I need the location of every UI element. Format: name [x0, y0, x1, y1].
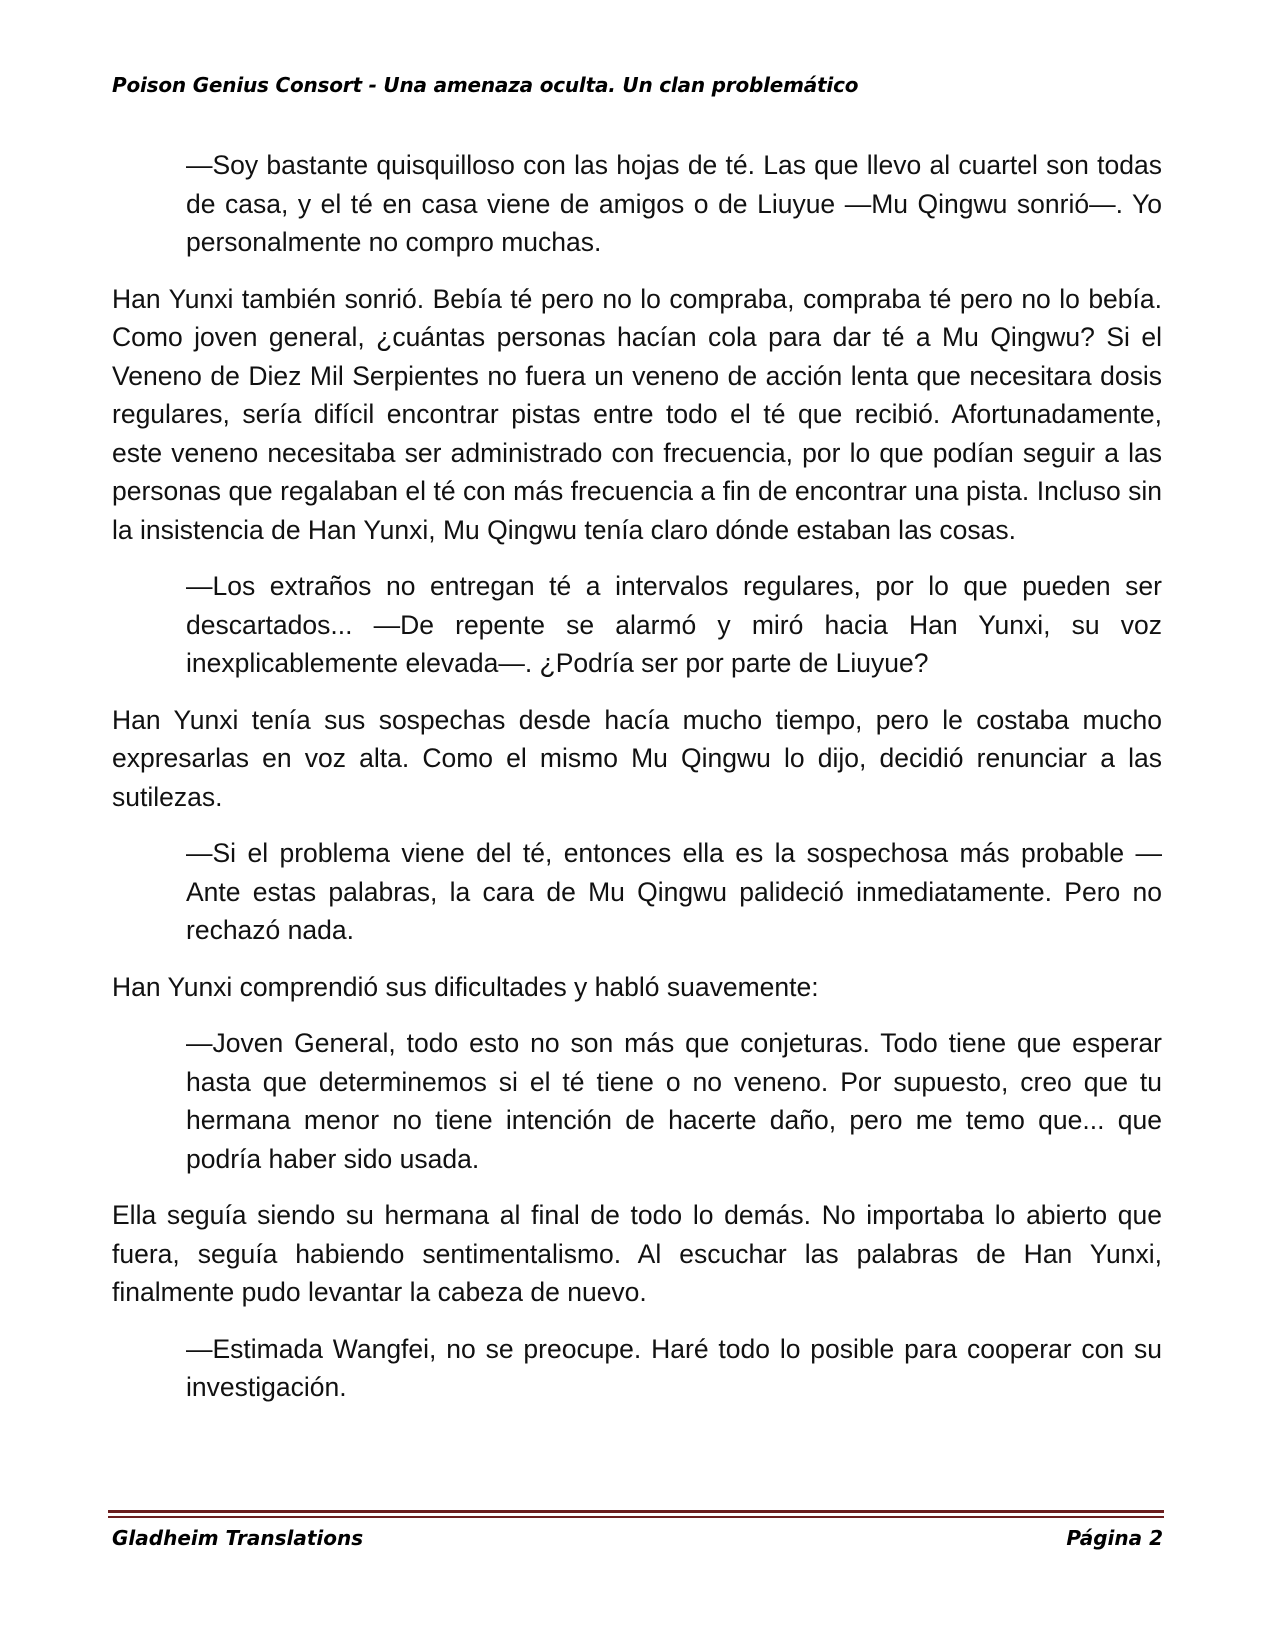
page-number: Página 2: [1066, 1526, 1163, 1550]
paragraph-dialogue: —Estimada Wangfei, no se preocupe. Haré todo lo posible para cooperar con su investigación.: [186, 1333, 1162, 1402]
page-body: [112, 146, 1162, 1425]
paragraph-narration: Ella seguía siendo su hermana al final de todo lo demás. No importaba lo abierto que fuera, seguía habiendo sentimentalismo. Al escuchar las palabras de Han Yunxi, finalmente pudo levantar la cabeza de nuevo.: [112, 1200, 1162, 1307]
paragraph-dialogue: —Los extraños no entregan té a intervalos regulares, por lo que pueden ser descartados... —De repente se alarmó y miró hacia Han Yunxi, su voz inexplicablemente elevada—. ¿Podría ser por parte de Liuyue?: [186, 571, 1162, 678]
paragraph-narration: Han Yunxi tenía sus sospechas desde hacía mucho tiempo, pero le costaba mucho expresarlas en voz alta. Como el mismo Mu Qingwu lo dijo, decidió renunciar a las sutilezas.: [112, 704, 1162, 812]
footer-divider-thin: [108, 1516, 1164, 1518]
paragraph-narration: Han Yunxi comprendió sus dificultades y habló suavemente:: [112, 971, 819, 1002]
running-header: Poison Genius Consort - Una amenaza oculta. Un clan problemático: [112, 73, 859, 97]
paragraph-dialogue: —Soy bastante quisquilloso con las hojas de té. Las que llevo al cuartel son todas de casa, y el té en casa viene de amigos o de Liuyue —Mu Qingwu sonrió—. Yo personalmente no compro muchas.: [186, 150, 1162, 257]
footer-divider-thick: [108, 1510, 1164, 1513]
paragraph-dialogue: —Joven General, todo esto no son más que conjeturas. Todo tiene que esperar hasta que determinemos si el té tiene o no veneno. Por supuesto, creo que tu hermana menor no tiene intención de hacerte daño, pero me temo que... que podría haber sido usada.: [186, 1028, 1162, 1174]
paragraph-dialogue: —Si el problema viene del té, entonces ella es la sospechosa más probable —Ante estas palabras, la cara de Mu Qingwu palideció inmediatamente. Pero no rechazó nada.: [186, 838, 1162, 945]
footer-credit: Gladheim Translations: [112, 1526, 364, 1550]
paragraph-narration: Han Yunxi también sonrió. Bebía té pero no lo compraba, compraba té pero no lo bebía. Como joven general, ¿cuántas personas hacían cola para dar té a Mu Qingwu? Si el Veneno de Diez Mil Serpientes no fuera un veneno de acción lenta que necesitara dosis regulares, sería difícil encontrar pistas entre todo el té que recibió. Afortunadamente, este veneno necesitaba ser administrado con frecuencia, por lo que podían seguir a las personas que regalaban el té con más frecuencia a fin de encontrar una pista. Incluso sin la insistencia de Han Yunxi, Mu Qingwu tenía claro dónde estaban las cosas.: [112, 283, 1162, 545]
